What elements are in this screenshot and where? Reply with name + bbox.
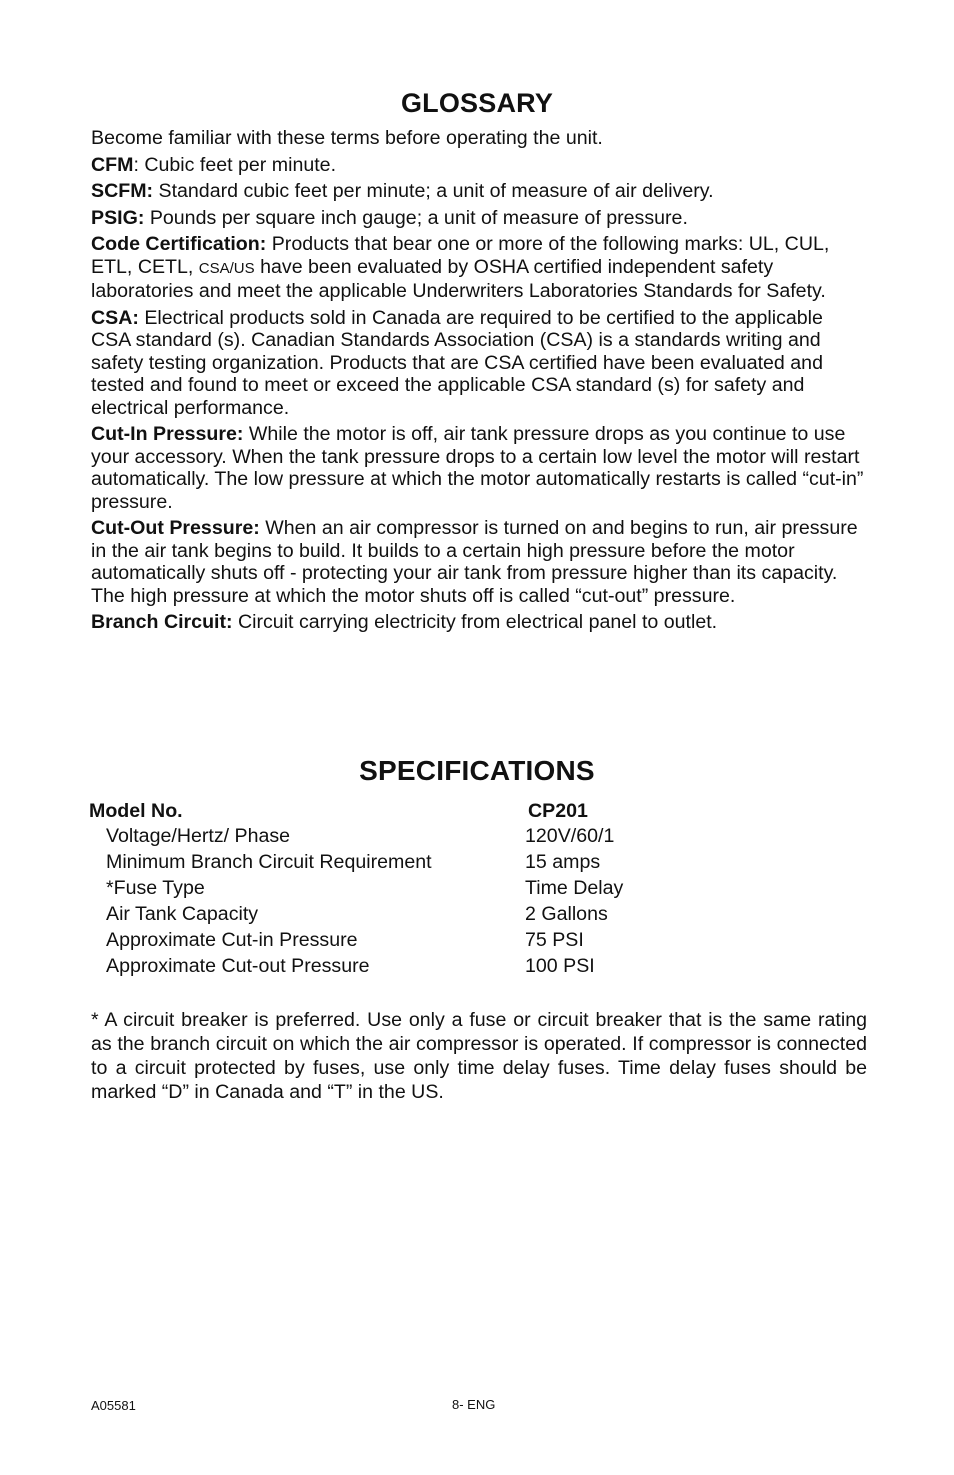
glossary-term: SCFM: bbox=[91, 180, 154, 202]
glossary-term: CSA: bbox=[91, 306, 139, 329]
glossary-definition-continued: have been evaluated by OSHA certified independent safety laboratories and meet the applicable Underwriters Laboratories Standards for Safety. bbox=[91, 255, 826, 302]
csa-us-mark: CSA/US bbox=[198, 259, 255, 277]
glossary-term: Cut-In Pressure: bbox=[91, 423, 244, 445]
spec-row bbox=[89, 901, 789, 927]
glossary-definition: While the motor is off, air tank pressure drops as you continue to use your accessory. When the tank pressure drops to a certain low level the motor will restart automatically. The low pressure at which the motor automatically restarts is called “cut-in” pressure. bbox=[91, 423, 864, 513]
spec-value: Time Delay bbox=[525, 877, 624, 899]
spec-label: Minimum Branch Circuit Requirement bbox=[106, 851, 432, 873]
glossary-definition: Cubic feet per minute. bbox=[144, 153, 337, 176]
specifications-heading: SPECIFICATIONS bbox=[359, 755, 595, 786]
document-code: A05581 bbox=[91, 1398, 136, 1413]
glossary-term: Code Certification: bbox=[91, 233, 267, 255]
spec-value: 120V/60/1 bbox=[525, 825, 615, 847]
page-number: 8- ENG bbox=[452, 1397, 496, 1412]
glossary-definition: Electrical products sold in Canada are required to be certified to the applicable CSA standard (s). Canadian Standards Association (CSA) is a standards writing and safety testing organization. Products that are CSA certified have been evaluated and tested and found to meet or exceed the applicable CSA standard (s) for safety and electrical performance. bbox=[91, 306, 823, 419]
glossary-entry-cut-out-pressure bbox=[91, 517, 866, 607]
glossary-definition: Standard cubic feet per minute; a unit of measure of air delivery. bbox=[158, 180, 714, 202]
model-no-value: CP201 bbox=[528, 800, 588, 822]
glossary-entry-branch-circuit bbox=[91, 611, 866, 634]
spec-row bbox=[89, 823, 789, 849]
glossary-entry-cfm bbox=[91, 154, 866, 177]
glossary-term: Branch Circuit: bbox=[91, 611, 233, 633]
glossary-entry-csa bbox=[91, 307, 866, 420]
glossary-intro: Become familiar with these terms before operating the unit. bbox=[91, 127, 603, 149]
spec-row bbox=[89, 953, 789, 979]
glossary-definition: Products that bear one or more of the following marks: UL, CUL, ETL, CETL, bbox=[91, 233, 830, 278]
glossary-entry-psig bbox=[91, 207, 866, 230]
spec-value: 15 amps bbox=[525, 851, 601, 873]
spec-header-row bbox=[89, 799, 789, 823]
glossary-term: Cut-Out Pressure: bbox=[91, 517, 260, 539]
spec-label: Air Tank Capacity bbox=[106, 903, 259, 925]
glossary-entry-code-certification bbox=[91, 233, 866, 303]
spec-row bbox=[89, 849, 789, 875]
spec-label: Approximate Cut-out Pressure bbox=[106, 955, 370, 977]
spec-label: *Fuse Type bbox=[106, 877, 205, 899]
glossary-definition: Pounds per square inch gauge; a unit of measure of pressure. bbox=[149, 206, 688, 229]
fuse-note: * A circuit breaker is preferred. Use only a fuse or circuit breaker that is the same rating as the branch circuit on which the air compressor is operated. If compressor is connected to a circuit protected by fuses, use only time delay fuses. Time delay fuses should be marked “D” in Canada and “T” in the US. bbox=[91, 1009, 867, 1103]
glossary-heading: GLOSSARY bbox=[400, 88, 554, 118]
glossary-term: CFM bbox=[91, 153, 134, 176]
spec-row bbox=[89, 875, 789, 901]
term-separator: : bbox=[133, 153, 145, 176]
spec-value: 75 PSI bbox=[525, 929, 584, 951]
spec-label: Approximate Cut-in Pressure bbox=[106, 929, 358, 951]
model-no-label: Model No. bbox=[89, 800, 183, 822]
glossary-entry-scfm bbox=[91, 180, 866, 203]
spec-row bbox=[89, 927, 789, 953]
glossary-definition: Circuit carrying electricity from electrical panel to outlet. bbox=[237, 611, 718, 633]
glossary-entry-cut-in-pressure bbox=[91, 423, 866, 513]
glossary-section bbox=[91, 127, 866, 638]
specifications-table bbox=[89, 799, 789, 979]
spec-label: Voltage/Hertz/ Phase bbox=[106, 825, 291, 847]
spec-value: 100 PSI bbox=[525, 955, 595, 977]
glossary-definition: When an air compressor is turned on and begins to run, air pressure in the air tank begins to build. It builds to a certain high pressure before the motor automatically shuts off - protecting your air tank from pressure higher than its capacity. The high pressure at which the motor shuts off is called “cut-out” pressure. bbox=[91, 517, 858, 607]
glossary-term: PSIG: bbox=[91, 206, 145, 229]
spec-value: 2 Gallons bbox=[525, 903, 608, 925]
